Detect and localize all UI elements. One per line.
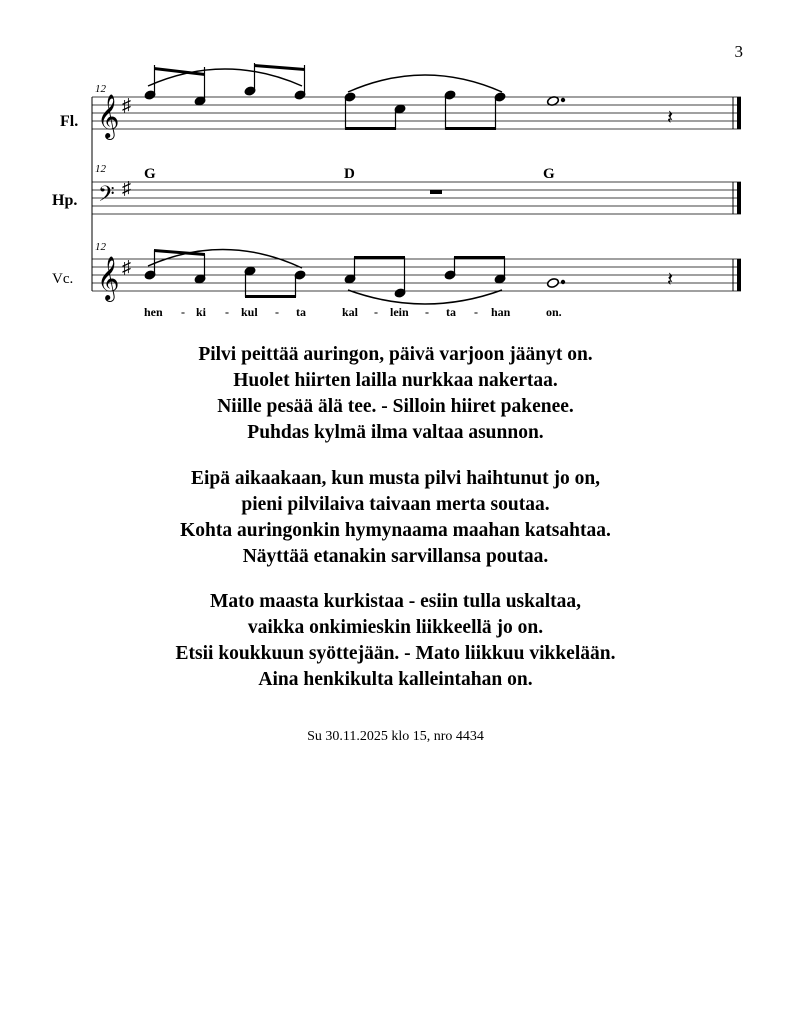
- voice-staff: [52, 241, 741, 304]
- lyric-syllable: kal: [342, 305, 359, 319]
- measure-number: 12: [95, 241, 106, 253]
- lyric-hyphen: -: [425, 305, 429, 319]
- quarter-rest-icon: 𝄽: [667, 269, 674, 291]
- verse-1: [0, 342, 791, 446]
- lyric-hyphen: -: [474, 305, 478, 319]
- sharp-key-signature: ♯: [122, 257, 131, 277]
- lyric-hyphen: -: [275, 305, 279, 319]
- page-number: 3: [734, 42, 743, 61]
- verse-line: pieni pilvilaiva taivaan merta soutaa.: [241, 494, 550, 515]
- lyric-syllable: on.: [546, 305, 562, 319]
- lyric-hyphen: -: [181, 305, 185, 319]
- verse-line: Kohta auringonkin hymynaama maahan katsahtaa.: [180, 520, 611, 541]
- lyric-syllable: ta: [446, 305, 456, 319]
- verse-3: [0, 589, 791, 693]
- whole-rest-icon: [430, 190, 442, 194]
- verse-line: Aina henkikulta kalleintahan on.: [258, 669, 533, 690]
- verse-line: Niille pesää älä tee. - Silloin hiiret pakenee.: [217, 396, 574, 417]
- lyric-hyphen: -: [225, 305, 229, 319]
- bass-clef-icon: 𝄢: [98, 182, 115, 211]
- lyric-hyphen: -: [374, 305, 378, 319]
- chord-symbol: D: [344, 166, 355, 182]
- harp-staff: [52, 163, 741, 214]
- verse-line: Eipä aikaakaan, kun musta pilvi haihtunut jo on,: [190, 468, 601, 489]
- verse-line: vaikka onkimieskin liikkeellä jo on.: [247, 617, 544, 638]
- sharp-key-signature: ♯: [122, 178, 131, 198]
- footer-note: Su 30.11.2025 klo 15, nro 4434: [307, 729, 484, 744]
- verse-line: Näyttää etanakin sarvillansa poutaa.: [242, 546, 549, 567]
- verse-2: [0, 466, 791, 570]
- measure-number: 12: [95, 163, 106, 175]
- staff-label-flute: Fl.: [60, 113, 79, 130]
- measure-number: 12: [95, 83, 106, 95]
- flute-staff: [60, 63, 741, 140]
- verse-line: Etsii koukkuun syöttejään. - Mato liikkuu vikkelään.: [175, 643, 616, 664]
- staff-label-harp: Hp.: [52, 192, 78, 209]
- verse-line: Puhdas kylmä ilma valtaa asunnon.: [247, 422, 544, 443]
- verse-line: Mato maasta kurkistaa - esiin tulla uskaltaa,: [209, 591, 582, 612]
- lyric-syllable: ta: [296, 305, 306, 319]
- verse-line: Huolet hiirten lailla nurkkaa nakertaa.: [233, 370, 558, 391]
- verse-line: Pilvi peittää auringon, päivä varjoon jäänyt on.: [198, 344, 593, 365]
- lyric-syllable: hen: [144, 305, 163, 319]
- lyric-syllable: kul: [241, 305, 258, 319]
- quarter-rest-icon: 𝄽: [667, 107, 674, 129]
- chord-symbol: G: [543, 166, 555, 182]
- treble-clef-icon: 𝄞: [97, 96, 120, 138]
- treble-clef-icon: 𝄞: [97, 258, 120, 300]
- sharp-key-signature: ♯: [122, 95, 131, 115]
- staff-label-voice: Vc.: [52, 271, 74, 287]
- lyrics: [144, 305, 562, 319]
- chord-symbol: G: [144, 166, 156, 182]
- music-score: [0, 0, 791, 330]
- lyric-syllable: ki: [196, 305, 207, 319]
- lyric-syllable: lein: [390, 305, 409, 319]
- lyric-syllable: han: [491, 305, 511, 319]
